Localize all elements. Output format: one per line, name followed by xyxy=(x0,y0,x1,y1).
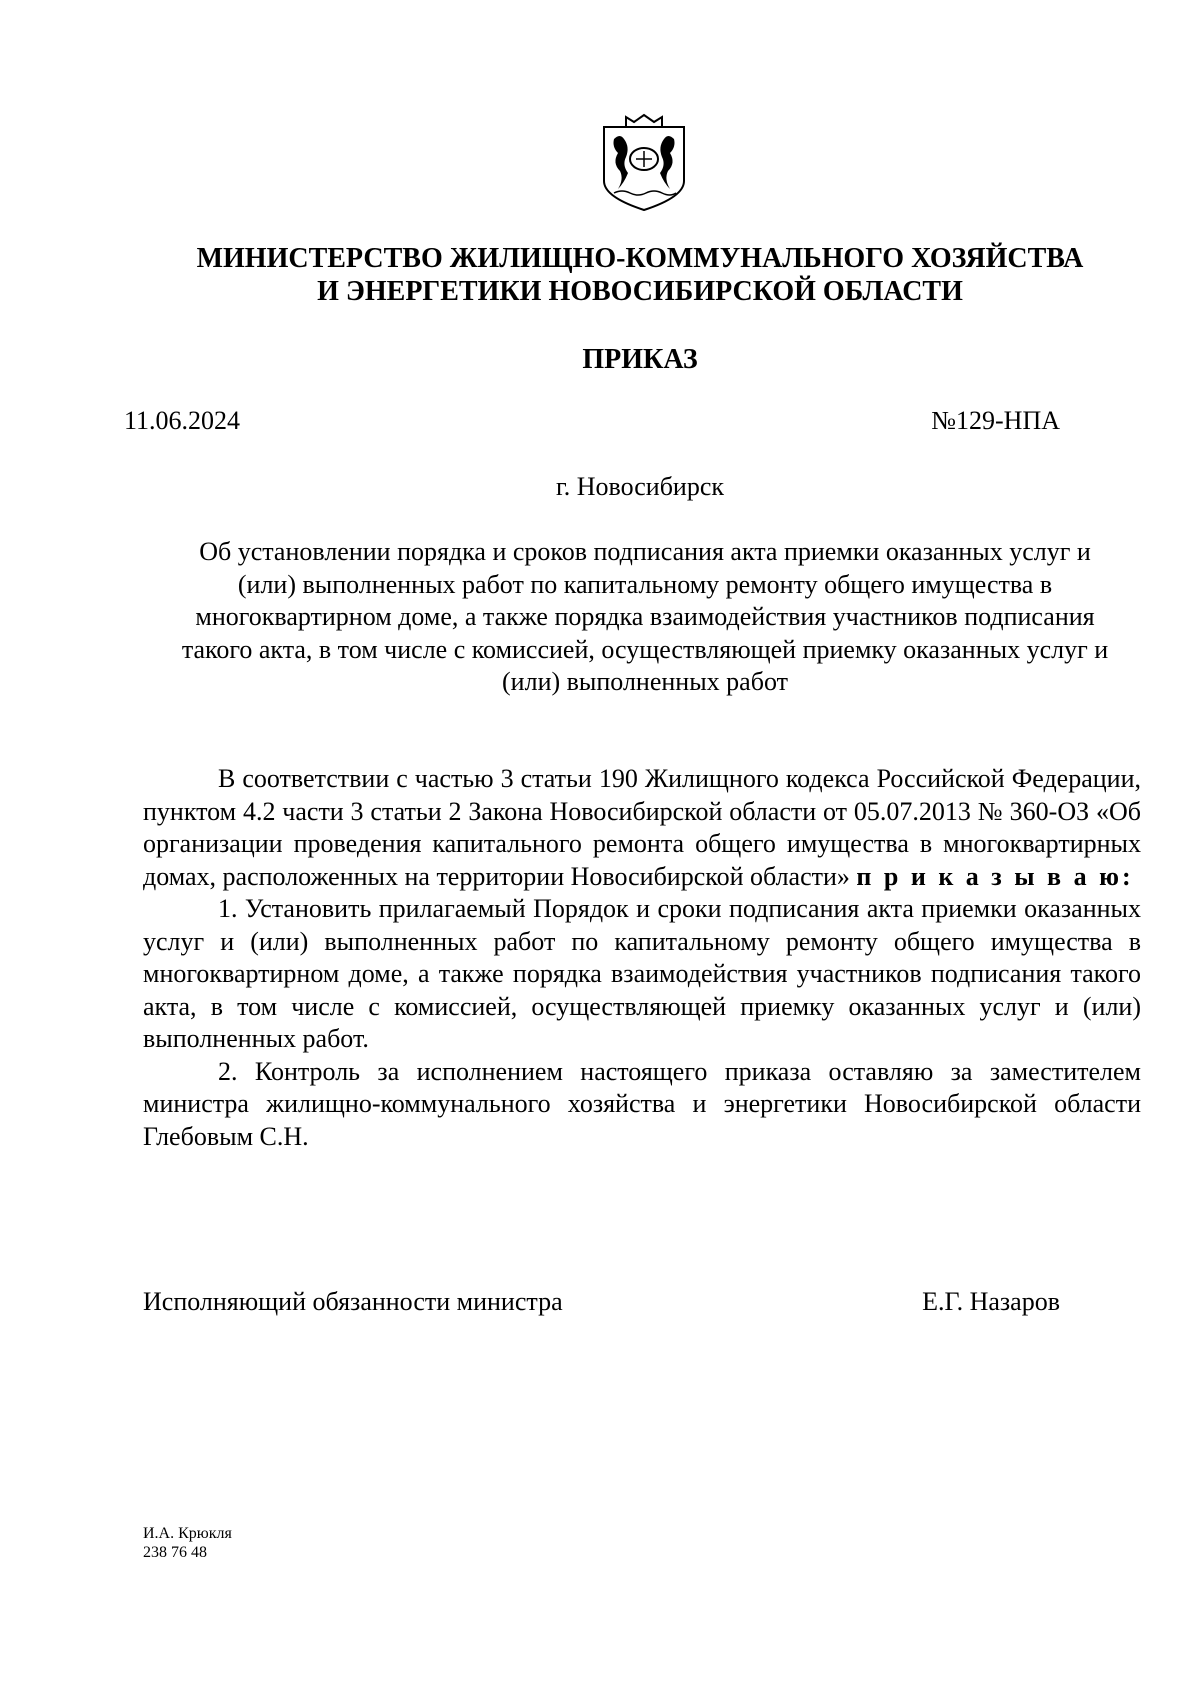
order-item-2: 2. Контроль за исполнением настоящего приказа оставляю за заместителем министра жилищно-коммунального хозяйства и энергетики Новосибирской области Глебовым С.Н. xyxy=(143,1056,1141,1151)
document-city: г. Новосибирск xyxy=(555,472,725,501)
document-type: ПРИКАЗ xyxy=(582,344,698,375)
preamble-text: В соответствии с частью 3 статьи 190 Жилищного кодекса Российской Федерации, пунктом 4.2 части 3 статьи 2 Закона Новосибирской области от 05.07.2013 № 360-ОЗ «Об организации проведения капитального ремонта общего имущества в многоквартирных домах, расположенных на территории Новосибирской области» xyxy=(143,764,1141,891)
subject-line: Об установлении порядка и сроков подписания акта приемки оказанных услуг и xyxy=(199,537,1091,566)
novosibirsk-coat-of-arms-icon xyxy=(600,113,688,213)
subject-line: такого акта, в том числе с комиссией, осуществляющей приемку оказанных услуг и xyxy=(181,634,1109,664)
ministry-line-1: МИНИСТЕРСТВО ЖИЛИЩНО-КОММУНАЛЬНОГО ХОЗЯЙСТВА xyxy=(196,243,1084,274)
document-subject xyxy=(150,536,1140,699)
document-number: №129-НПА xyxy=(931,406,1060,435)
ministry-name xyxy=(140,242,1140,308)
subject-line: многоквартирном доме, а также порядка взаимодействия участников подписания xyxy=(195,602,1095,631)
document-body xyxy=(143,763,1141,1153)
preamble-paragraph xyxy=(143,763,1141,893)
executor-name: И.А. Крюкля xyxy=(143,1525,232,1542)
order-word: п р и к а з ы в а ю: xyxy=(856,861,1134,891)
executor-phone: 238 76 48 xyxy=(143,1544,207,1561)
executor-info xyxy=(143,1524,232,1562)
ministry-line-2: И ЭНЕРГЕТИКИ НОВОСИБИРСКОЙ ОБЛАСТИ xyxy=(317,276,963,307)
order-item-1: 1. Установить прилагаемый Порядок и сроки подписания акта приемки оказанных услуг и (или) выполненных работ по капитальному ремонту общего имущества в многоквартирном доме, а также порядка взаимодействия участников подписания такого акта, в том числе с комиссией, осуществляющей приемку оказанных услуг и (или) выполненных работ. xyxy=(143,894,1141,1053)
signatory-name: Е.Г. Назаров xyxy=(922,1287,1060,1316)
document-date: 11.06.2024 xyxy=(124,406,241,435)
subject-line: (или) выполненных работ по капитальному ремонту общего имущества в xyxy=(237,569,1053,599)
signatory-position: Исполняющий обязанности министра xyxy=(143,1287,563,1316)
subject-line: (или) выполненных работ xyxy=(502,667,788,696)
